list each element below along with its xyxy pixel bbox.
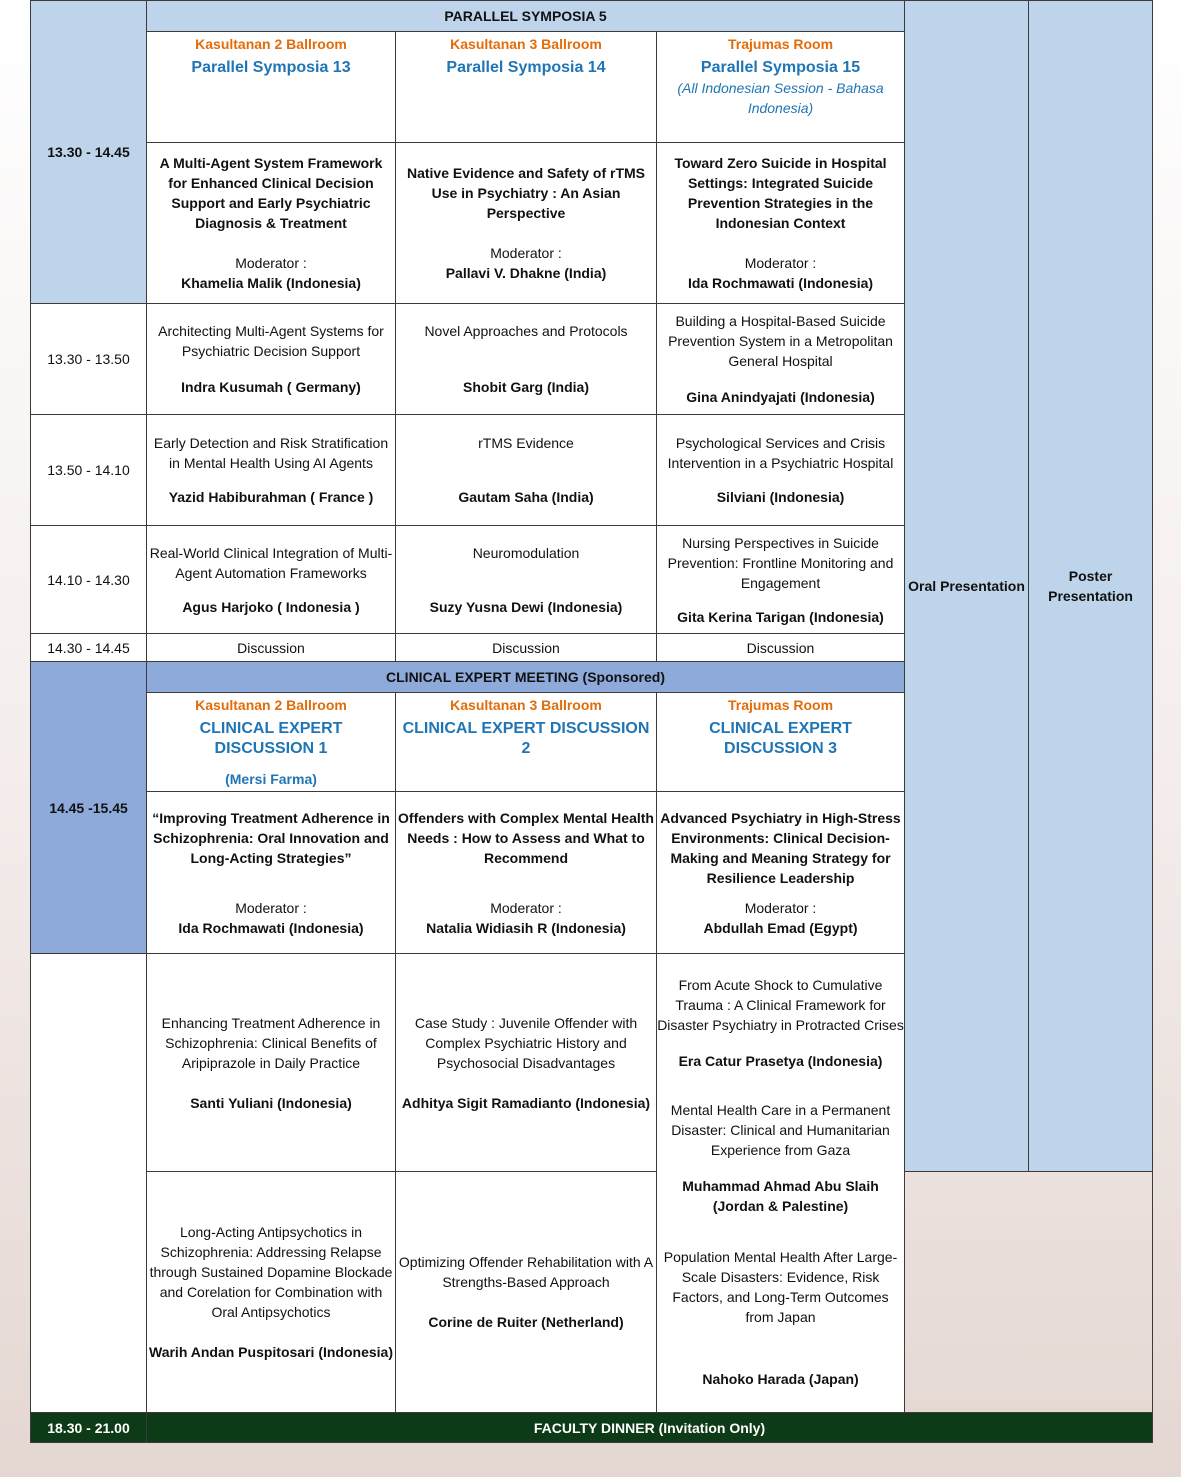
ps5-session-1 <box>147 143 396 304</box>
moderator-label: Moderator : <box>744 255 817 271</box>
slot-time: 13.30 - 13.50 <box>31 304 147 415</box>
moderator-name: Ida Rochmawati (Indonesia) <box>687 275 874 291</box>
ps5-room-3 <box>657 32 905 143</box>
talk-cell <box>396 415 657 526</box>
room-name: Kasultanan 3 Ballroom <box>450 697 602 713</box>
schedule-table <box>30 0 1153 1443</box>
talk-title: Optimizing Offender Rehabilitation with A Strengths-Based Approach <box>398 1254 654 1290</box>
talk-title: Novel Approaches and Protocols <box>424 323 628 339</box>
cem-talks-time <box>31 954 147 1413</box>
session-title: Native Evidence and Safety of rTMS Use in Psychiatry : An Asian Perspective <box>406 165 646 221</box>
cem-room-2 <box>396 693 657 792</box>
talk-cell <box>147 526 396 634</box>
cem-time: 14.45 -15.45 <box>31 662 147 954</box>
ps5-session-2 <box>396 143 657 304</box>
talk-cell <box>396 1172 657 1413</box>
room-name: Trajumas Room <box>728 36 834 52</box>
session-title: Offenders with Complex Mental Health Needs : How to Assess and What to Recommend <box>398 809 654 866</box>
moderator-name: Natalia Widiasih R (Indonesia) <box>426 919 626 936</box>
moderator-label: Moderator : <box>235 899 307 916</box>
room-name: Kasultanan 2 Ballroom <box>195 697 347 713</box>
moderator-name: Khamelia Malik (Indonesia) <box>181 275 361 291</box>
room-name: Kasultanan 3 Ballroom <box>450 36 602 52</box>
speaker-name: Era Catur Prasetya (Indonesia) <box>678 1052 883 1069</box>
talk-title: Early Detection and Risk Stratification in Mental Health Using AI Agents <box>153 435 389 471</box>
talk-cell <box>657 1091 904 1225</box>
moderator-name: Pallavi V. Dhakne (India) <box>445 265 607 281</box>
speaker-name: Warih Andan Puspitosari (Indonesia) <box>149 1344 393 1360</box>
discussion-cell: Discussion <box>147 634 396 662</box>
oral-presentation: Oral Presentation <box>905 1 1029 1172</box>
cem-col3-talks <box>657 954 905 1413</box>
talk-title: Enhancing Treatment Adherence in Schizophrenia: Clinical Benefits of Aripiprazole in Daily Practice <box>161 1014 381 1071</box>
speaker-name: Gautam Saha (India) <box>458 489 594 505</box>
talk-cell <box>396 304 657 415</box>
discussion-name: CLINICAL EXPERT DISCUSSION 3 <box>709 720 852 757</box>
discussion-cell: Discussion <box>396 634 657 662</box>
speaker-name: Nahoko Harada (Japan) <box>702 1371 859 1387</box>
ps5-room-1 <box>147 32 396 143</box>
cem-session-1 <box>147 792 396 954</box>
cem-room-1 <box>147 693 396 792</box>
moderator-name: Ida Rochmawati (Indonesia) <box>178 919 364 936</box>
talk-cell <box>147 954 396 1172</box>
speaker-name: Santi Yuliani (Indonesia) <box>190 1094 352 1111</box>
ps5-header: PARALLEL SYMPOSIA 5 <box>147 1 905 32</box>
discussion-cell: Discussion <box>657 634 905 662</box>
session-title: Advanced Psychiatry in High-Stress Environments: Clinical Decision-Making and Meaning Strategy for Resilience Leadership <box>660 809 901 886</box>
speaker-name: Adhitya Sigit Ramadianto (Indonesia) <box>401 1094 651 1111</box>
speaker-name: Indra Kusumah ( Germany) <box>181 379 361 395</box>
talk-title: Psychological Services and Crisis Intervention in a Psychiatric Hospital <box>667 435 894 471</box>
session-title: A Multi-Agent System Framework for Enhanced Clinical Decision Support and Early Psychiatric Diagnosis & Treatment <box>159 155 383 231</box>
speaker-name: Suzy Yusna Dewi (Indonesia) <box>429 598 623 615</box>
cem-room-3 <box>657 693 905 792</box>
talk-title: Building a Hospital-Based Suicide Prevention System in a Metropolitan General Hospital <box>668 313 893 369</box>
talk-title: Real-World Clinical Integration of Multi-Agent Automation Frameworks <box>149 544 393 581</box>
session-title: “Improving Treatment Adherence in Schizophrenia: Oral Innovation and Long-Acting Strategies” <box>152 809 390 866</box>
symposium-name: Parallel Symposia 14 <box>446 59 606 76</box>
moderator-label: Moderator : <box>490 245 562 261</box>
talk-title: Nursing Perspectives in Suicide Prevention: Frontline Monitoring and Engagement <box>667 534 894 591</box>
cem-session-3 <box>657 792 905 954</box>
speaker-name: Muhammad Ahmad Abu Slaih (Jordan & Palestine) <box>682 1177 879 1214</box>
discussion-time: 14.30 - 14.45 <box>31 634 147 662</box>
ps5-time: 13.30 - 14.45 <box>31 1 147 304</box>
speaker-name: Corine de Ruiter (Netherland) <box>428 1314 624 1330</box>
talk-cell <box>147 1172 396 1413</box>
talk-cell <box>657 415 905 526</box>
moderator-label: Moderator : <box>490 899 562 916</box>
dinner-time: 18.30 - 21.00 <box>31 1413 147 1443</box>
speaker-name: Gina Anindyajati (Indonesia) <box>686 389 875 405</box>
talk-title: From Acute Shock to Cumulative Trauma : A Clinical Framework for Disaster Psychiatry in Protracted Crises <box>657 976 904 1033</box>
col3-subtable <box>657 955 904 1412</box>
talk-title: Architecting Multi-Agent Systems for Psychiatric Decision Support <box>158 323 384 359</box>
talk-title: rTMS Evidence <box>478 435 574 451</box>
symposium-name: Parallel Symposia 13 <box>191 59 351 76</box>
speaker-name: Shobit Garg (India) <box>463 379 589 395</box>
discussion-name: CLINICAL EXPERT DISCUSSION 2 <box>402 720 650 757</box>
sponsor-name: (Mersi Farma) <box>225 771 317 787</box>
moderator-label: Moderator : <box>744 899 817 916</box>
talk-title: Long-Acting Antipsychotics in Schizophrenia: Addressing Relapse through Sustained Dopamine Blockade and Corelation for Combination with Oral Antipsychotics <box>149 1224 393 1320</box>
room-name: Trajumas Room <box>728 697 834 713</box>
talk-cell <box>147 415 396 526</box>
moderator-name: Abdullah Emad (Egypt) <box>703 919 858 936</box>
speaker-name: Yazid Habiburahman ( France ) <box>168 489 374 505</box>
session-title: Toward Zero Suicide in Hospital Settings: Integrated Suicide Prevention Strategies in the Indonesian Context <box>674 155 887 231</box>
talk-cell <box>396 954 657 1172</box>
room-name: Kasultanan 2 Ballroom <box>195 36 347 52</box>
slot-time: 13.50 - 14.10 <box>31 415 147 526</box>
speaker-name: Gita Kerina Tarigan (Indonesia) <box>677 608 884 625</box>
talk-cell <box>657 955 904 1091</box>
symposium-name: Parallel Symposia 15 <box>700 59 861 76</box>
cem-header: CLINICAL EXPERT MEETING (Sponsored) <box>147 662 905 693</box>
talk-cell <box>657 1225 904 1412</box>
poster-presentation: Poster Presentation <box>1029 1 1153 1172</box>
cem-session-2 <box>396 792 657 954</box>
ps5-room-2 <box>396 32 657 143</box>
session-note: (All Indonesian Session - Bahasa Indonesia) <box>677 80 884 116</box>
talk-title: Neuromodulation <box>472 544 580 561</box>
dinner-label: FACULTY DINNER (Invitation Only) <box>147 1413 1153 1443</box>
talk-cell <box>147 304 396 415</box>
talk-cell <box>657 304 905 415</box>
talk-cell <box>657 526 905 634</box>
talk-title: Case Study : Juvenile Offender with Complex Psychiatric History and Psychosocial Disadvantages <box>414 1014 638 1071</box>
moderator-label: Moderator : <box>235 255 307 271</box>
discussion-name: CLINICAL EXPERT DISCUSSION 1 <box>199 720 343 757</box>
talk-title: Mental Health Care in a Permanent Disaster: Clinical and Humanitarian Experience from Gaza <box>670 1101 891 1158</box>
talk-cell <box>396 526 657 634</box>
talk-title: Population Mental Health After Large-Scale Disasters: Evidence, Risk Factors, and Long-Term Outcomes from Japan <box>663 1249 898 1325</box>
ps5-session-3 <box>657 143 905 304</box>
speaker-name: Agus Harjoko ( Indonesia ) <box>182 598 360 615</box>
speaker-name: Silviani (Indonesia) <box>716 489 845 505</box>
slot-time: 14.10 - 14.30 <box>31 526 147 634</box>
